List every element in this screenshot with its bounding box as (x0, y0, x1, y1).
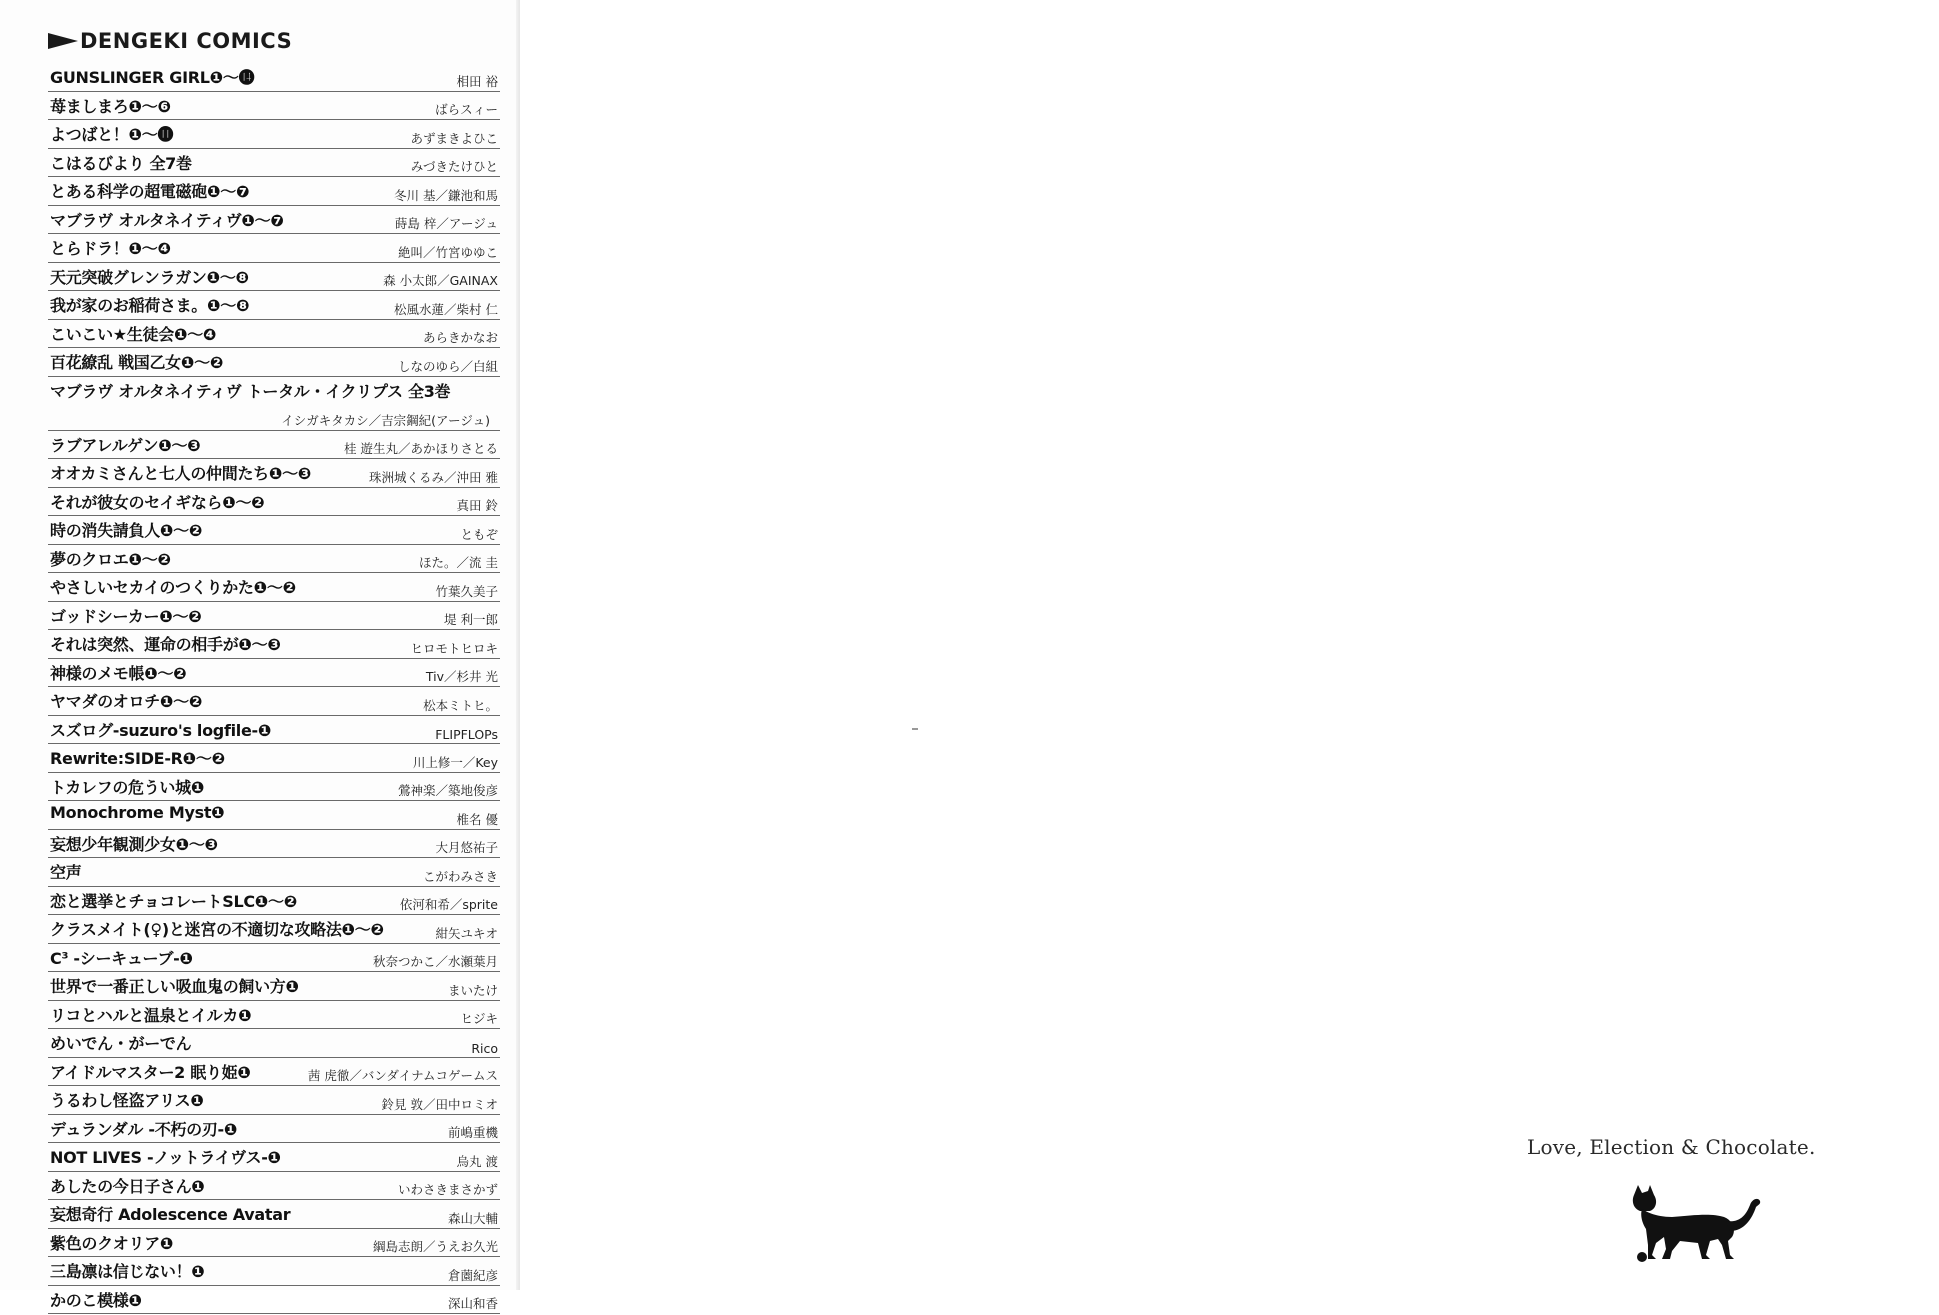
book-row (48, 207, 500, 235)
book-author: 松風水蓮／柴村 仁 (394, 301, 498, 317)
book-title: C³ -シーキューブ-❶ (50, 948, 193, 968)
book-title: 神様のメモ帳❶〜❷ (50, 663, 187, 683)
book-author: イシガキタカシ／吉宗鋼紀(アージュ) (281, 412, 490, 428)
book-title: 百花繚乱 戦国乙女❶〜❷ (50, 353, 224, 372)
book-row (48, 321, 500, 349)
book-author: ともぞ (460, 526, 498, 542)
book-row (48, 349, 500, 377)
book-row (48, 1002, 500, 1030)
book-title: こはるびより 全7巻 (50, 153, 192, 173)
book-author: 森山大輔 (447, 1210, 498, 1226)
book-title: Monochrome Myst❶ (50, 803, 225, 822)
book-row (48, 717, 500, 745)
book-author: 紺矢ユキオ (435, 925, 498, 941)
book-row (48, 688, 500, 716)
book-title: 紫色のクオリア❶ (50, 1233, 174, 1253)
book-title: 世界で一番正しい吸血鬼の飼い方❶ (50, 977, 299, 996)
book-author: 大月悠祐子 (435, 840, 498, 855)
book-author: 依河和希／sprite (399, 897, 498, 912)
book-row (48, 603, 500, 631)
book-author: FLIPFLOPs (435, 727, 498, 742)
book-row (48, 378, 500, 431)
book-row (48, 888, 500, 916)
book-row (48, 1087, 500, 1115)
book-title: とある科学の超電磁砲❶〜❼ (50, 182, 250, 201)
book-row (48, 802, 500, 830)
book-author: 烏丸 渡 (456, 1153, 498, 1169)
book-author: こがわみさき (422, 868, 498, 884)
book-title: 天元突破グレンラガン❶〜❽ (50, 267, 249, 287)
book-author: ヒロモトヒロキ (410, 640, 498, 656)
right-page (700, 0, 1939, 1290)
book-author: みづきたけひと (410, 159, 498, 174)
book-row (48, 574, 500, 602)
book-author: 鈴見 敦／田中ロミオ (381, 1096, 498, 1112)
book-author: ばらスィー (435, 102, 498, 117)
book-title: それは突然、運命の相手が❶〜❸ (50, 635, 281, 654)
book-title: かのこ模様❶ (50, 1290, 142, 1310)
book-author: 竹葉久美子 (435, 583, 498, 599)
book-row (48, 660, 500, 688)
book-title: 苺ましまろ❶〜❻ (50, 96, 171, 116)
book-row (48, 631, 500, 659)
book-author: 川上修一／Key (412, 754, 498, 770)
book-author: 絶叫／竹宮ゆゆこ (397, 244, 498, 260)
book-author: 秋奈つかこ／水瀬葉月 (372, 954, 498, 969)
book-row (48, 235, 500, 263)
book-title: デュランダル -不朽の刃-❶ (50, 1119, 238, 1139)
book-author: まいたけ (447, 982, 498, 998)
book-row (48, 1230, 500, 1258)
book-row (48, 489, 500, 517)
book-title: アイドルマスター2 眠り姫❶ (50, 1062, 251, 1082)
book-author: 茜 虎徹／バンダイナムコゲームス (307, 1068, 498, 1083)
book-title: リコとハルと温泉とイルカ❶ (50, 1005, 252, 1025)
book-author: Rico (471, 1040, 498, 1056)
book-author: 松本ミトヒ。 (423, 697, 498, 713)
book-title: あしたの今日子さん❶ (50, 1176, 205, 1196)
book-title: やさしいセカイのつくりかた❶〜❷ (50, 578, 296, 597)
book-list (48, 64, 500, 1315)
book-title: とらドラ！❶〜❹ (50, 239, 171, 258)
book-row (48, 121, 500, 149)
book-title: GUNSLINGER GIRL❶〜⓮ (50, 68, 255, 87)
cat-with-ball-silhouette-icon (1628, 1185, 1768, 1265)
book-author: 深山和香 (447, 1296, 498, 1311)
tagline: Love, Election & Chocolate. (1527, 1135, 1816, 1159)
book-row (48, 93, 500, 121)
book-row (48, 517, 500, 545)
book-author: しなのゆら／白組 (397, 358, 498, 374)
book-row (48, 264, 500, 292)
book-title: 夢のクロエ❶〜❷ (50, 549, 171, 569)
book-title: 我が家のお稲荷さま。❶〜❽ (50, 296, 250, 315)
arrow-right-icon (48, 33, 78, 49)
book-title: 妄想奇行 Adolescence Avatar (50, 1205, 291, 1224)
book-row (48, 432, 500, 460)
book-title: マブラヴ オルタネイティヴ❶〜❼ (50, 210, 284, 230)
book-author: Tiv／杉井 光 (425, 669, 498, 684)
book-row (48, 831, 500, 859)
book-title: ゴッドシーカー❶〜❷ (50, 606, 202, 626)
book-row (48, 460, 500, 488)
book-author: あらきかなお (422, 330, 498, 345)
book-row (48, 945, 500, 973)
book-title: めいでん・がーでん (50, 1034, 192, 1053)
book-author: 真田 鈴 (456, 498, 498, 513)
book-row (48, 1173, 500, 1201)
book-author: 桂 遊生丸／あかほりさとる (344, 441, 498, 456)
book-row (48, 64, 500, 92)
book-title: よつばと！❶〜⓫ (50, 125, 174, 144)
book-title: マブラヴ オルタネイティヴ トータル・イクリプス 全3巻 (50, 381, 451, 401)
book-title: Rewrite:SIDE-R❶〜❷ (50, 749, 225, 768)
book-row (48, 1059, 500, 1087)
book-row (48, 178, 500, 206)
book-title: それが彼女のセイギなら❶〜❷ (50, 492, 265, 512)
book-row (48, 973, 500, 1001)
book-title: クラスメイト(♀)と迷宮の不適切な攻略法❶〜❷ (50, 920, 384, 939)
book-row (48, 1201, 500, 1229)
book-row (48, 859, 500, 887)
book-title: 空声 (50, 863, 82, 882)
book-row (48, 774, 500, 802)
book-title: オオカミさんと七人の仲間たち❶〜❸ (50, 464, 312, 483)
book-row (48, 1287, 500, 1315)
book-author: 堤 利一郎 (444, 612, 498, 627)
book-author: ヒジキ (460, 1011, 498, 1026)
series-header (48, 28, 292, 54)
book-row (48, 1116, 500, 1144)
book-title: 恋と選挙とチョコレートSLC❶〜❷ (50, 891, 297, 911)
book-title: ラブアレルゲン❶〜❸ (50, 435, 201, 455)
book-title: 時の消失請負人❶〜❷ (50, 521, 203, 540)
left-page (0, 0, 520, 1311)
book-author: いわさきまさかず (397, 1182, 498, 1197)
book-author: 倉薗紀彦 (447, 1267, 498, 1283)
book-author: 珠洲城くるみ／沖田 雅 (369, 469, 498, 485)
book-title: 三島凛は信じない！❶ (50, 1262, 205, 1281)
book-title: うるわし怪盗アリス❶ (50, 1091, 204, 1110)
book-title: トカレフの危うい城❶ (50, 777, 205, 797)
book-author: 前嶋重機 (447, 1125, 498, 1140)
book-author: 綱島志朗／うえお久光 (372, 1239, 498, 1254)
page-speck (912, 728, 918, 730)
book-title: こいこい★生徒会❶〜❹ (50, 324, 217, 344)
book-title: スズログ-suzuro's logfile-❶ (50, 720, 272, 740)
book-author: あずまきよひこ (410, 130, 498, 146)
book-row (48, 1144, 500, 1172)
book-author: 相田 裕 (456, 73, 498, 89)
series-title: DENGEKI COMICS (80, 29, 293, 53)
book-author: 森 小太郎／GAINAX (383, 273, 498, 288)
book-row (48, 1258, 500, 1286)
book-author: ほた。／流 圭 (419, 555, 498, 570)
book-row (48, 150, 500, 178)
book-author: 蒔島 梓／アージュ (394, 216, 498, 231)
book-row (48, 292, 500, 320)
book-title: 妄想少年観測少女❶〜❸ (50, 834, 218, 854)
book-row (48, 916, 500, 944)
book-author: 椎名 優 (456, 811, 498, 827)
book-row (48, 546, 500, 574)
book-author: 鶯神楽／築地俊彦 (397, 783, 498, 798)
book-title: NOT LIVES -ノットライヴス-❶ (50, 1148, 281, 1167)
book-author: 冬川 基／鎌池和馬 (394, 187, 498, 203)
book-title: ヤマダのオロチ❶〜❷ (50, 692, 203, 711)
book-row (48, 745, 500, 773)
book-row (48, 1030, 500, 1058)
